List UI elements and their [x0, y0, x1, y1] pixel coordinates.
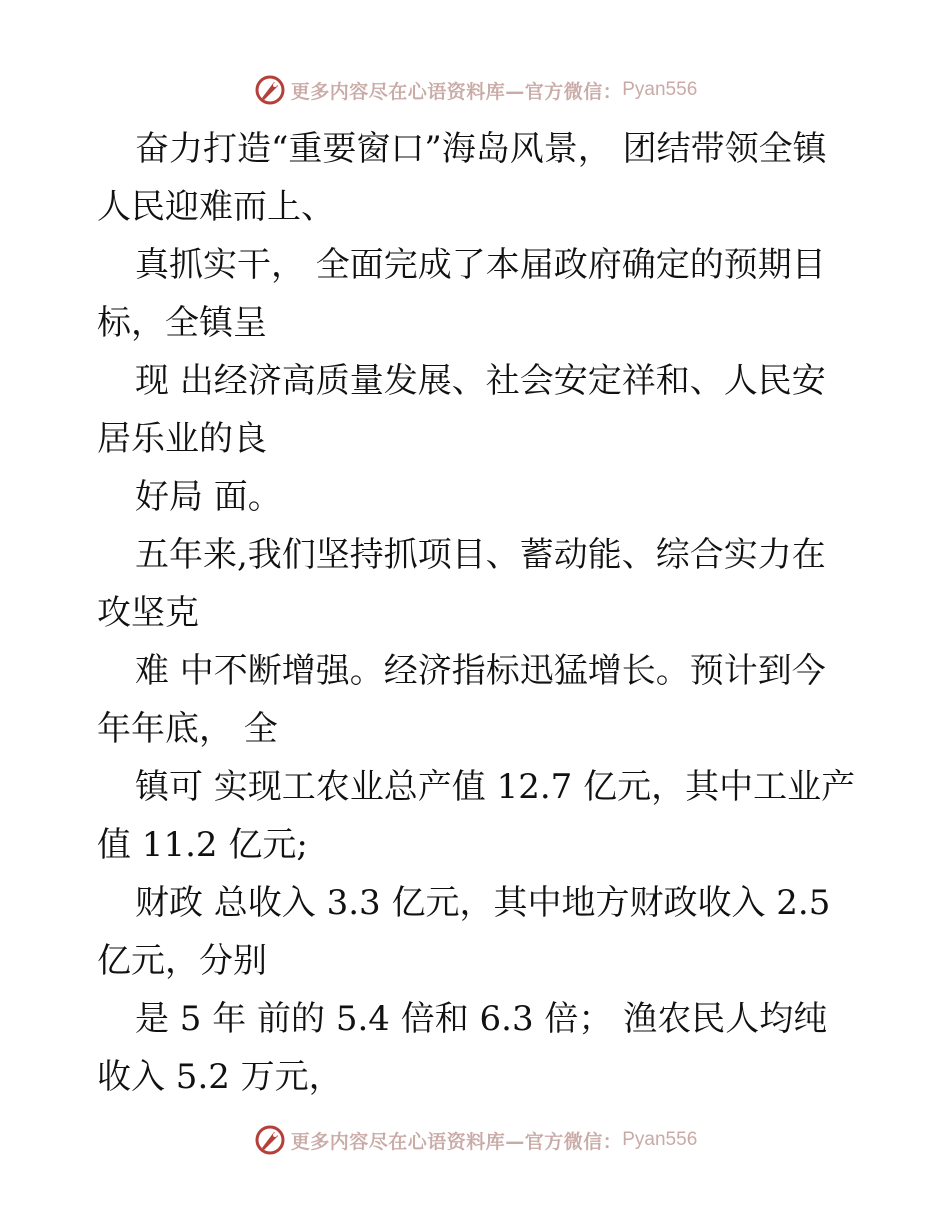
pen-nib-circle-icon: [253, 73, 287, 107]
pen-nib-circle-icon: [253, 1123, 287, 1157]
paragraph: 五年来,我们坚持抓项目、蓄动能、综合实力在攻坚克: [97, 535, 826, 633]
footer-watermark: [0, 1120, 950, 1160]
watermark-handle: Pyan556: [622, 1129, 698, 1150]
paragraph: 难 中不断增强。经济指标迅猛增长。预计到今年年底， 全: [97, 651, 826, 749]
watermark-handle: Pyan556: [622, 79, 698, 100]
document-body: [97, 120, 857, 1106]
paragraph: 是 5 年 前的 5.4 倍和 6.3 倍； 渔农民人均纯收入 5.2 万元，: [97, 999, 828, 1097]
watermark-text: 更多内容尽在心语资料库—官方微信：: [290, 80, 623, 103]
paragraph: 奋力打造“重要窗口”海岛风景， 团结带领全镇人民迎难而上、: [97, 129, 827, 227]
paragraph: 镇可 实现工农业总产值 12.7 亿元，其中工业产值 11.2 亿元;: [97, 767, 856, 865]
paragraph: 真抓实干， 全面完成了本届政府确定的预期目标，全镇呈: [97, 245, 826, 343]
paragraph: 现 出经济高质量发展、社会安定祥和、人民安居乐业的良: [97, 361, 826, 459]
paragraph: 好局 面。: [135, 477, 282, 517]
watermark-text: 更多内容尽在心语资料库—官方微信：: [290, 1130, 623, 1153]
header-watermark: [0, 70, 950, 110]
paragraph: 财政 总收入 3.3 亿元，其中地方财政收入 2.5 亿元，分别: [97, 883, 842, 981]
